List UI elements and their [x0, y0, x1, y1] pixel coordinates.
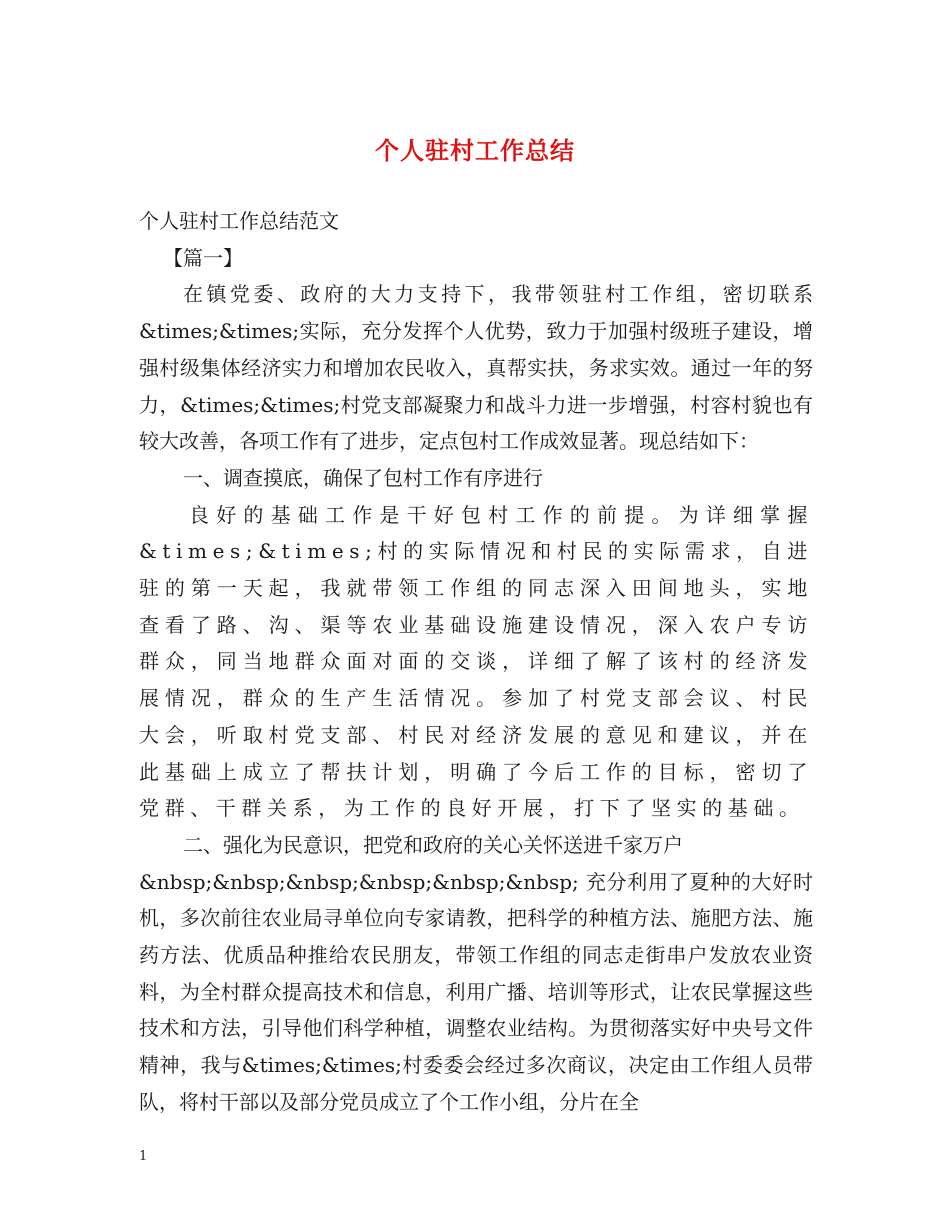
page-number: 1: [139, 1149, 148, 1164]
subtitle: 个人驻村工作总结范文: [139, 209, 339, 233]
paragraph-intro: 在镇党委、政府的大力支持下，我带领驻村工作组，密切联系&times;&times;实际，充分发挥个人优势，致力于加强村级班子建设，增强村级集体经济实力和增加农民收入，真帮实扶，务求实效。通过一年的努力，&times;&times;村党支部凝聚力和战斗力进一步增强，村容村貌也有较大改善，各项工作有了进步，定点包村工作成效显著。现总结如下：: [139, 282, 813, 454]
paragraph-section-2: &nbsp;&nbsp;&nbsp;&nbsp;&nbsp;&nbsp; 充分利用了夏种的大好时机，多次前往农业局寻单位向专家请教，把科学的种植方法、施肥方法、施药方法、优质品种推给农民朋友，带领工作组的同志走街串户发放农业资料，为全村群众提高技术和信息，利用广播、培训等形式，让农民掌握这些技术和方法，引导他们科学种植，调整农业结构。为贯彻落实好中央号文件精神，我与&times;&times;村委委会经过多次商议，决定由工作组人员带队，将村干部以及部分党员成立了个工作小组，分片在全: [139, 869, 813, 1114]
section-label: 【篇一】: [163, 245, 243, 270]
document-body: [139, 203, 813, 1121]
paragraph-section-1: 良好的基础工作是干好包村工作的前提。为详细掌握&times;&times;村的实际情况和村民的实际需求，自进驻的第一天起，我就带领工作组的同志深入田间地头，实地查看了路、沟、渠等农业基础设施建设情况，深入农户专访群众，同当地群众面对面的交谈，详细了解了该村的经济发展情况，群众的生产生活情况。参加了村党支部会议、村民大会，听取村党支部、村民对经济发展的意见和建议，并在此基础上成立了帮扶计划，明确了今后工作的目标，密切了党群、干群关系，为工作的良好开展，打下了坚实的基础。: [139, 502, 813, 821]
heading-section-2: 二、强化为民意识，把党和政府的关心关怀送进千家万户: [183, 832, 683, 857]
document-title: 个人驻村工作总结: [375, 136, 575, 165]
heading-section-1: 一、调查摸底，确保了包村工作有序进行: [183, 465, 543, 490]
